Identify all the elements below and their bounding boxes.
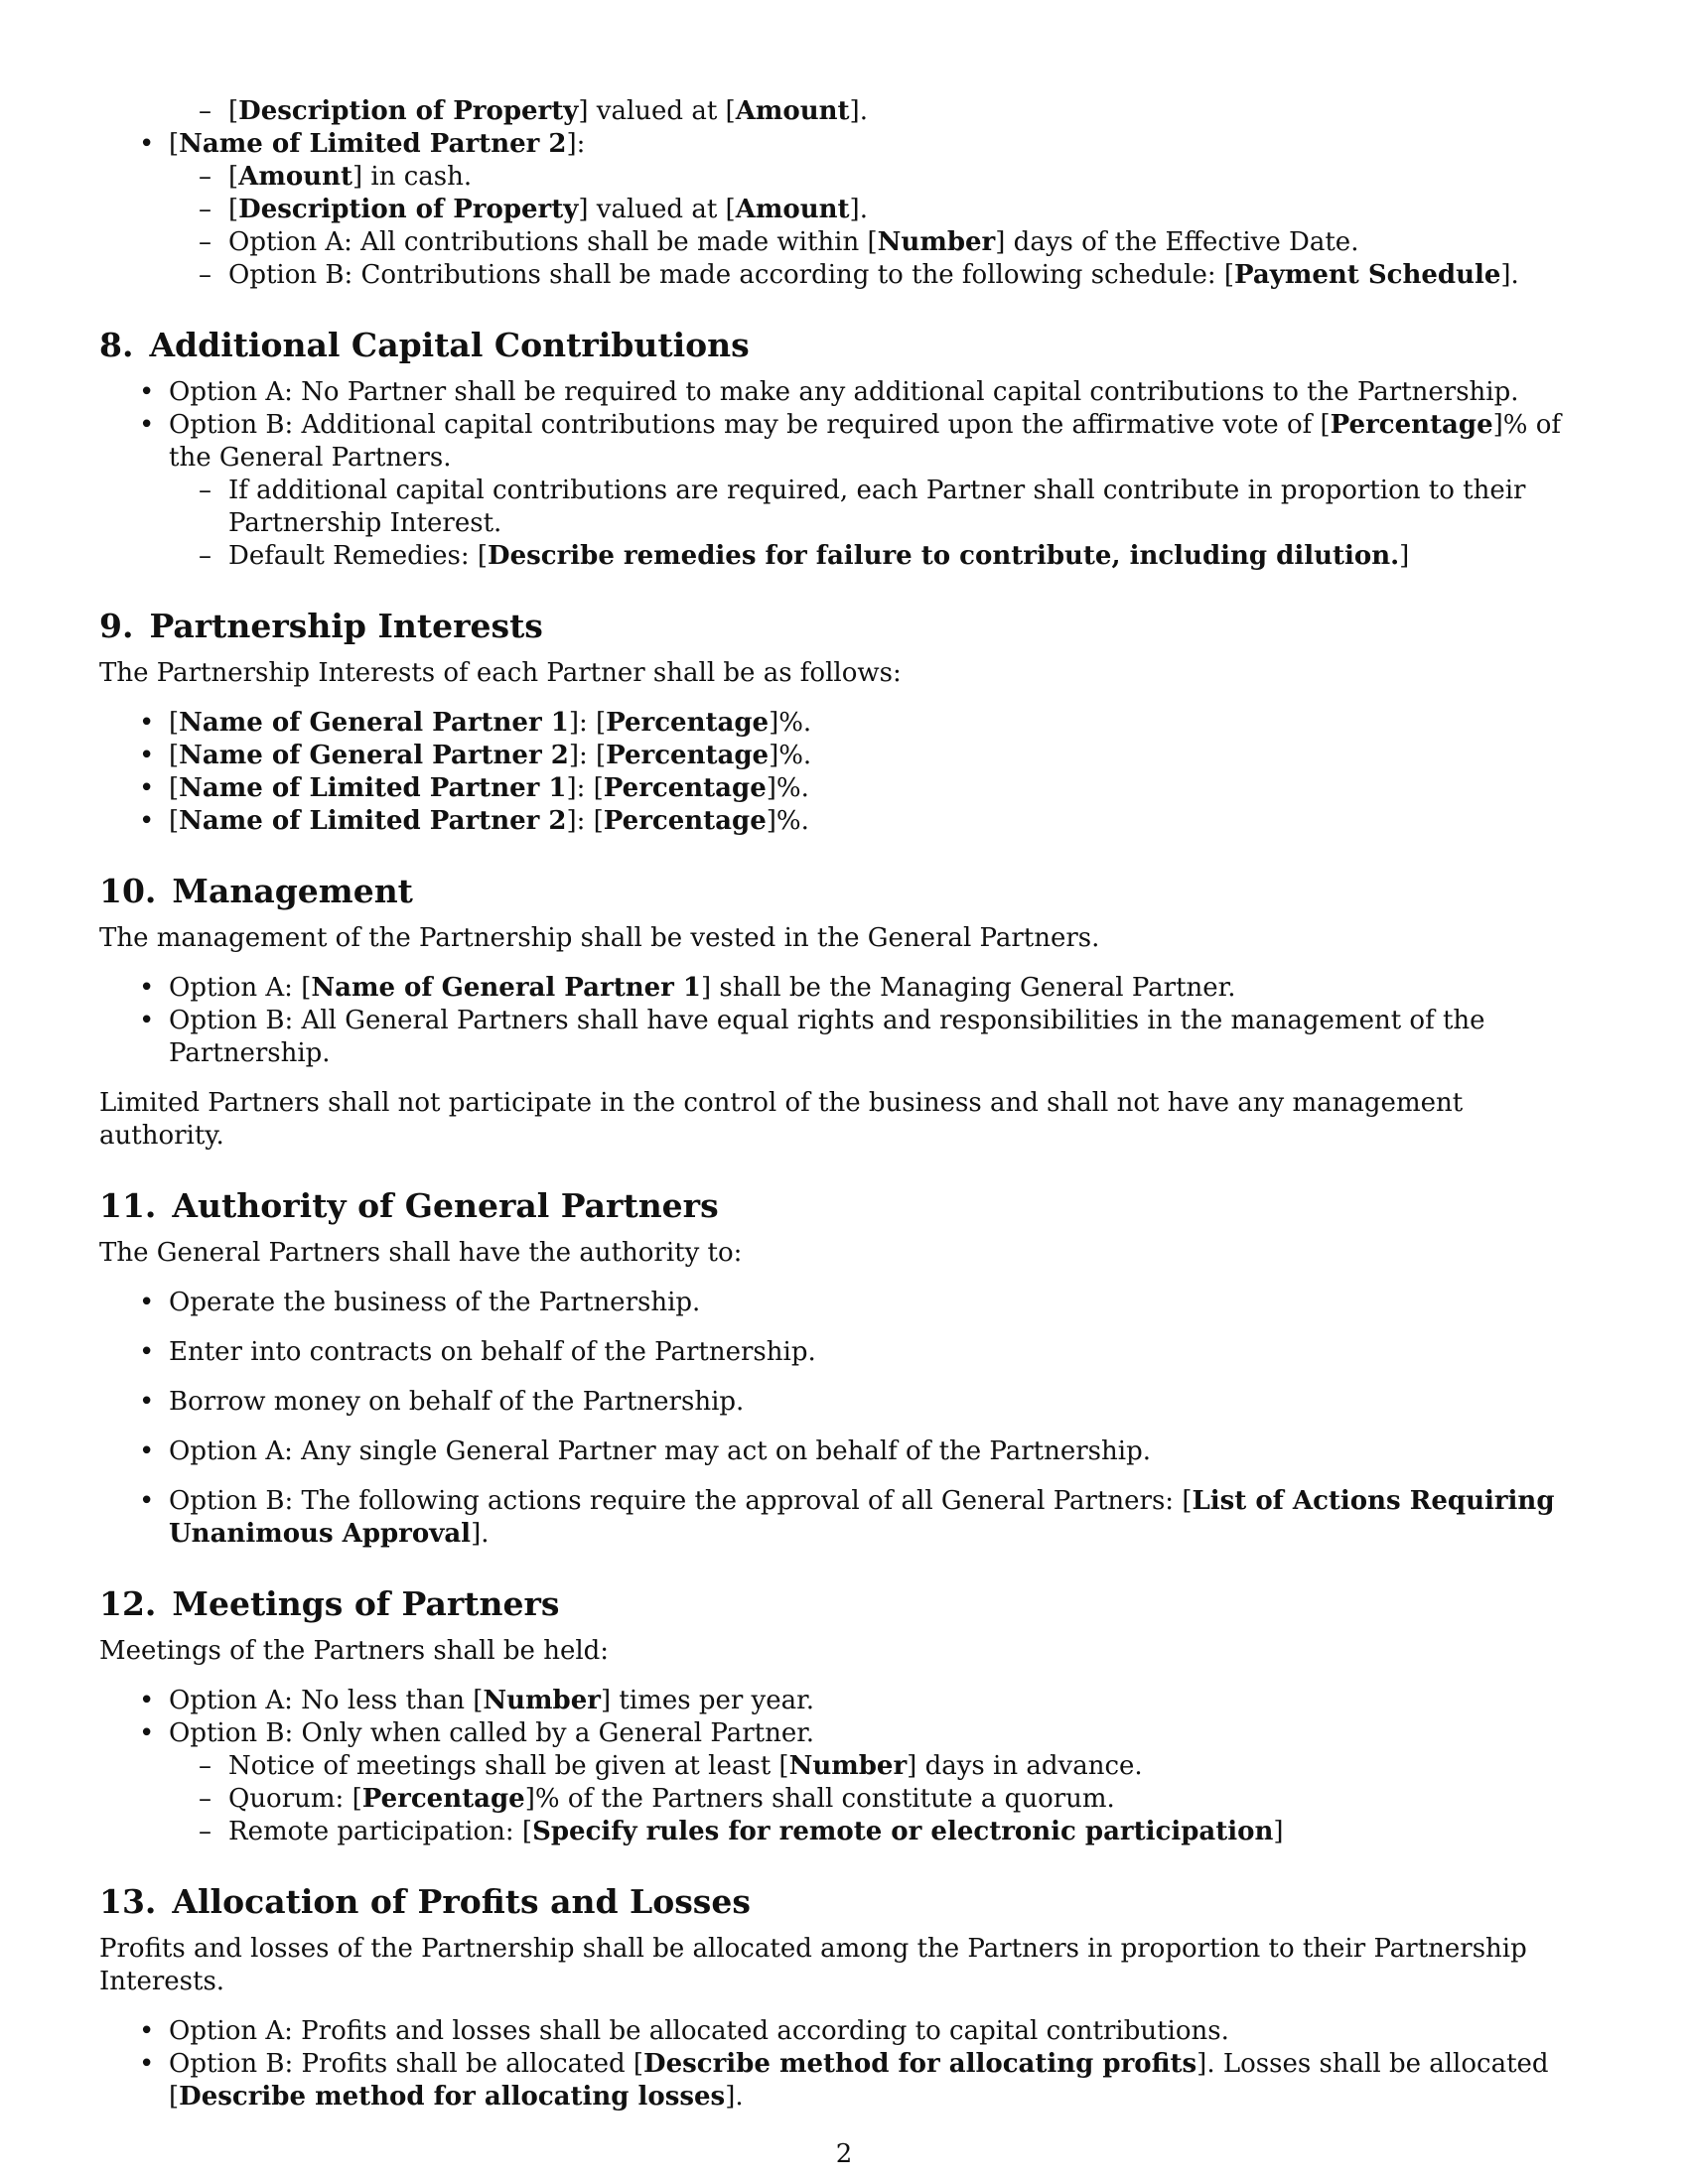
section-13-list (99, 2015, 1589, 2114)
list-item: • Operate the business of the Partnership. (99, 1287, 1589, 1319)
section-9-list (99, 707, 1589, 838)
page-number: 2 (835, 2139, 853, 2169)
list-item: • Option A: Any single General Partner may act on behalf of the Partnership. (99, 1435, 1589, 1468)
list-item: – Option A: All contributions shall be made within [Number] days of the Effective Date. (99, 226, 1589, 259)
list-item: • Option A: No less than [Number] times per year. (99, 1685, 1589, 1717)
section-10-list (99, 972, 1589, 1070)
list-item: • Borrow money on behalf of the Partnership. (99, 1386, 1589, 1419)
section-10-closing: Limited Partners shall not participate in the control of the business and shall not have any management authority. (99, 1088, 1464, 1151)
list-item: • [Name of General Partner 2]: [Percentage]%. (99, 740, 1589, 772)
list-item: – [Description of Property] valued at [Amount]. (99, 95, 1589, 128)
list-item: – Option B: Contributions shall be made according to the following schedule: [Payment Schedule]. (99, 259, 1589, 292)
list-item: • Option A: No Partner shall be required to make any additional capital contributions to the Partnership. (99, 376, 1589, 409)
list-item: • [Name of Limited Partner 2]: (99, 128, 1589, 161)
list-item: – Remote participation: [Specify rules for remote or electronic participation] (99, 1816, 1589, 1848)
section-7-continuation (99, 95, 1589, 292)
list-item: • [Name of Limited Partner 2]: [Percentage]%. (99, 805, 1589, 838)
list-item: – Default Remedies: [Describe remedies for failure to contribute, including dilution.] (99, 540, 1589, 573)
list-item: • Option A: Profits and losses shall be allocated according to capital contributions. (99, 2015, 1589, 2048)
section-13-heading: 13. Allocation of Profits and Losses (99, 1882, 751, 1921)
section-9-intro: The Partnership Interests of each Partner shall be as follows: (99, 658, 902, 688)
list-item: • Option B: Additional capital contributions may be required upon the affirmative vote of [Percentage]% of the General Partners. (99, 409, 1589, 475)
section-13-intro: Profits and losses of the Partnership shall be allocated among the Partners in proportion to their Partnership Interests. (99, 1934, 1527, 1996)
section-11-intro: The General Partners shall have the authority to: (99, 1238, 743, 1268)
section-10-heading: 10. Management (99, 872, 413, 910)
list-item: – If additional capital contributions are required, each Partner shall contribute in proportion to their Partnership Interest. (99, 475, 1589, 540)
section-11-list (99, 1287, 1589, 1551)
list-item: • Option B: The following actions require the approval of all General Partners: [List of Actions Requiring Unanimous Approval]. (99, 1485, 1589, 1551)
list-item: • Option B: All General Partners shall have equal rights and responsibilities in the management of the Partnership. (99, 1005, 1589, 1070)
section-11-heading: 11. Authority of General Partners (99, 1186, 719, 1225)
section-12-list (99, 1685, 1589, 1848)
page-content (99, 95, 1589, 2114)
list-item: • Option B: Profits shall be allocated [Describe method for allocating profits]. Losses shall be allocated [Describe method for allocating losses]. (99, 2048, 1589, 2114)
section-8-list (99, 376, 1589, 573)
list-item: – Quorum: [Percentage]% of the Partners shall constitute a quorum. (99, 1783, 1589, 1816)
list-item: – Notice of meetings shall be given at least [Number] days in advance. (99, 1750, 1589, 1783)
section-12-intro: Meetings of the Partners shall be held: (99, 1636, 610, 1666)
section-12-heading: 12. Meetings of Partners (99, 1584, 560, 1623)
list-item: • [Name of Limited Partner 1]: [Percentage]%. (99, 772, 1589, 805)
section-10-intro: The management of the Partnership shall be vested in the General Partners. (99, 923, 1100, 953)
section-8-heading: 8. Additional Capital Contributions (99, 326, 750, 364)
list-item: • Enter into contracts on behalf of the Partnership. (99, 1336, 1589, 1369)
list-item: – [Description of Property] valued at [Amount]. (99, 194, 1589, 226)
list-item: • [Name of General Partner 1]: [Percentage]%. (99, 707, 1589, 740)
section-9-heading: 9. Partnership Interests (99, 607, 543, 645)
list-item: – [Amount] in cash. (99, 161, 1589, 194)
list-item: • Option B: Only when called by a General Partner. (99, 1717, 1589, 1750)
list-item: • Option A: [Name of General Partner 1] shall be the Managing General Partner. (99, 972, 1589, 1005)
